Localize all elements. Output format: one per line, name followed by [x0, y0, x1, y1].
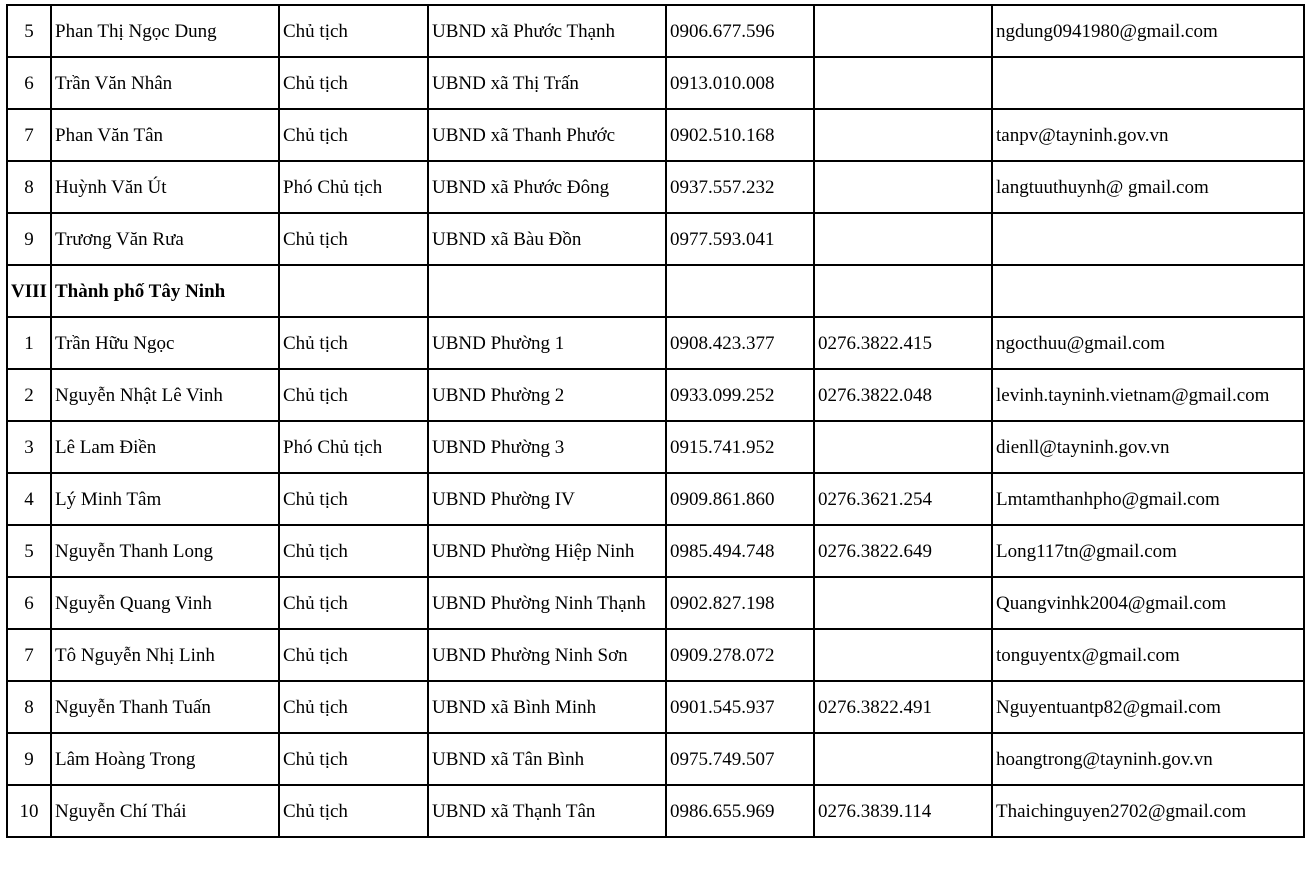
cell-mobile: 0908.423.377	[666, 317, 814, 369]
cell-email: levinh.tayninh.vietnam@gmail.com	[992, 369, 1304, 421]
cell-stt: 7	[7, 109, 51, 161]
cell-stt: 5	[7, 5, 51, 57]
cell-email	[992, 265, 1304, 317]
cell-mobile: 0906.677.596	[666, 5, 814, 57]
cell-email: Thaichinguyen2702@gmail.com	[992, 785, 1304, 837]
cell-unit: UBND xã Thị Trấn	[428, 57, 666, 109]
cell-position: Chủ tịch	[279, 473, 428, 525]
cell-stt: 6	[7, 57, 51, 109]
cell-mobile: 0915.741.952	[666, 421, 814, 473]
cell-position: Chủ tịch	[279, 733, 428, 785]
cell-stt: 9	[7, 213, 51, 265]
table-row	[7, 733, 1304, 785]
cell-name: Tô Nguyễn Nhị Linh	[51, 629, 279, 681]
table-row	[7, 5, 1304, 57]
cell-position: Chủ tịch	[279, 213, 428, 265]
cell-stt: 10	[7, 785, 51, 837]
cell-stt: 5	[7, 525, 51, 577]
cell-mobile: 0977.593.041	[666, 213, 814, 265]
cell-phone: 0276.3822.048	[814, 369, 992, 421]
cell-unit: UBND xã Bình Minh	[428, 681, 666, 733]
cell-mobile: 0902.510.168	[666, 109, 814, 161]
table-row	[7, 109, 1304, 161]
table-row	[7, 525, 1304, 577]
cell-stt: 6	[7, 577, 51, 629]
table-body	[7, 5, 1304, 837]
cell-name: Nguyễn Thanh Tuấn	[51, 681, 279, 733]
cell-name: Nguyễn Thanh Long	[51, 525, 279, 577]
cell-stt: 7	[7, 629, 51, 681]
section-header-row	[7, 265, 1304, 317]
cell-name: Trương Văn Rưa	[51, 213, 279, 265]
cell-phone	[814, 629, 992, 681]
cell-name: Trần Hữu Ngọc	[51, 317, 279, 369]
cell-email: ngocthuu@gmail.com	[992, 317, 1304, 369]
cell-phone: 0276.3822.649	[814, 525, 992, 577]
cell-mobile: 0985.494.748	[666, 525, 814, 577]
table-row	[7, 421, 1304, 473]
cell-phone: 0276.3822.415	[814, 317, 992, 369]
cell-name: Nguyễn Nhật Lê Vinh	[51, 369, 279, 421]
cell-position: Phó Chủ tịch	[279, 421, 428, 473]
cell-name: Phan Thị Ngọc Dung	[51, 5, 279, 57]
cell-stt: 2	[7, 369, 51, 421]
table-row	[7, 577, 1304, 629]
cell-stt: 8	[7, 161, 51, 213]
cell-position: Chủ tịch	[279, 317, 428, 369]
table-row	[7, 369, 1304, 421]
cell-unit: UBND Phường 3	[428, 421, 666, 473]
cell-position	[279, 265, 428, 317]
table-row	[7, 785, 1304, 837]
cell-unit: UBND xã Thanh Phước	[428, 109, 666, 161]
table-row	[7, 629, 1304, 681]
cell-phone	[814, 57, 992, 109]
table-row	[7, 681, 1304, 733]
cell-name: Lê Lam Điền	[51, 421, 279, 473]
cell-stt: 8	[7, 681, 51, 733]
cell-name: Nguyễn Chí Thái	[51, 785, 279, 837]
cell-unit: UBND Phường Hiệp Ninh	[428, 525, 666, 577]
cell-position: Chủ tịch	[279, 785, 428, 837]
cell-unit: UBND xã Phước Thạnh	[428, 5, 666, 57]
cell-name: Lâm Hoàng Trong	[51, 733, 279, 785]
cell-email: tanpv@tayninh.gov.vn	[992, 109, 1304, 161]
cell-mobile: 0909.278.072	[666, 629, 814, 681]
table-row	[7, 57, 1304, 109]
table-row	[7, 317, 1304, 369]
cell-position: Chủ tịch	[279, 109, 428, 161]
cell-unit: UBND Phường IV	[428, 473, 666, 525]
cell-position: Chủ tịch	[279, 57, 428, 109]
cell-mobile	[666, 265, 814, 317]
cell-position: Chủ tịch	[279, 577, 428, 629]
cell-phone: 0276.3822.491	[814, 681, 992, 733]
cell-position: Chủ tịch	[279, 525, 428, 577]
cell-position: Chủ tịch	[279, 681, 428, 733]
cell-mobile: 0901.545.937	[666, 681, 814, 733]
cell-phone	[814, 577, 992, 629]
cell-stt: 1	[7, 317, 51, 369]
cell-mobile: 0937.557.232	[666, 161, 814, 213]
cell-position: Chủ tịch	[279, 629, 428, 681]
cell-phone	[814, 421, 992, 473]
cell-phone	[814, 733, 992, 785]
cell-phone	[814, 5, 992, 57]
cell-mobile: 0975.749.507	[666, 733, 814, 785]
cell-email: Quangvinhk2004@gmail.com	[992, 577, 1304, 629]
cell-stt: 4	[7, 473, 51, 525]
cell-email: dienll@tayninh.gov.vn	[992, 421, 1304, 473]
cell-unit: UBND xã Tân Bình	[428, 733, 666, 785]
cell-name: Phan Văn Tân	[51, 109, 279, 161]
cell-unit: UBND xã Phước Đông	[428, 161, 666, 213]
cell-name: Lý Minh Tâm	[51, 473, 279, 525]
cell-unit: UBND Phường 1	[428, 317, 666, 369]
cell-email: Lmtamthanhpho@gmail.com	[992, 473, 1304, 525]
cell-email: Nguyentuantp82@gmail.com	[992, 681, 1304, 733]
cell-email: ngdung0941980@gmail.com	[992, 5, 1304, 57]
cell-phone: 0276.3621.254	[814, 473, 992, 525]
cell-name: Trần Văn Nhân	[51, 57, 279, 109]
cell-phone	[814, 213, 992, 265]
cell-email: hoangtrong@tayninh.gov.vn	[992, 733, 1304, 785]
table-row	[7, 473, 1304, 525]
cell-stt: 9	[7, 733, 51, 785]
cell-name: Nguyễn Quang Vinh	[51, 577, 279, 629]
cell-phone	[814, 161, 992, 213]
cell-stt: VIII	[7, 265, 51, 317]
cell-phone	[814, 265, 992, 317]
cell-email	[992, 57, 1304, 109]
cell-unit: UBND Phường Ninh Sơn	[428, 629, 666, 681]
cell-mobile: 0913.010.008	[666, 57, 814, 109]
contact-directory-table	[6, 4, 1305, 838]
cell-mobile: 0933.099.252	[666, 369, 814, 421]
cell-email	[992, 213, 1304, 265]
cell-position: Chủ tịch	[279, 5, 428, 57]
cell-mobile: 0902.827.198	[666, 577, 814, 629]
cell-unit	[428, 265, 666, 317]
cell-mobile: 0909.861.860	[666, 473, 814, 525]
cell-stt: 3	[7, 421, 51, 473]
cell-position: Phó Chủ tịch	[279, 161, 428, 213]
cell-email: Long117tn@gmail.com	[992, 525, 1304, 577]
cell-name: Thành phố Tây Ninh	[51, 265, 279, 317]
cell-unit: UBND xã Bàu Đồn	[428, 213, 666, 265]
cell-unit: UBND Phường Ninh Thạnh	[428, 577, 666, 629]
table-row	[7, 213, 1304, 265]
cell-phone	[814, 109, 992, 161]
cell-phone: 0276.3839.114	[814, 785, 992, 837]
cell-name: Huỳnh Văn Út	[51, 161, 279, 213]
table-row	[7, 161, 1304, 213]
cell-unit: UBND xã Thạnh Tân	[428, 785, 666, 837]
cell-unit: UBND Phường 2	[428, 369, 666, 421]
cell-email: langtuuthuynh@ gmail.com	[992, 161, 1304, 213]
cell-email: tonguyentx@gmail.com	[992, 629, 1304, 681]
cell-mobile: 0986.655.969	[666, 785, 814, 837]
cell-position: Chủ tịch	[279, 369, 428, 421]
